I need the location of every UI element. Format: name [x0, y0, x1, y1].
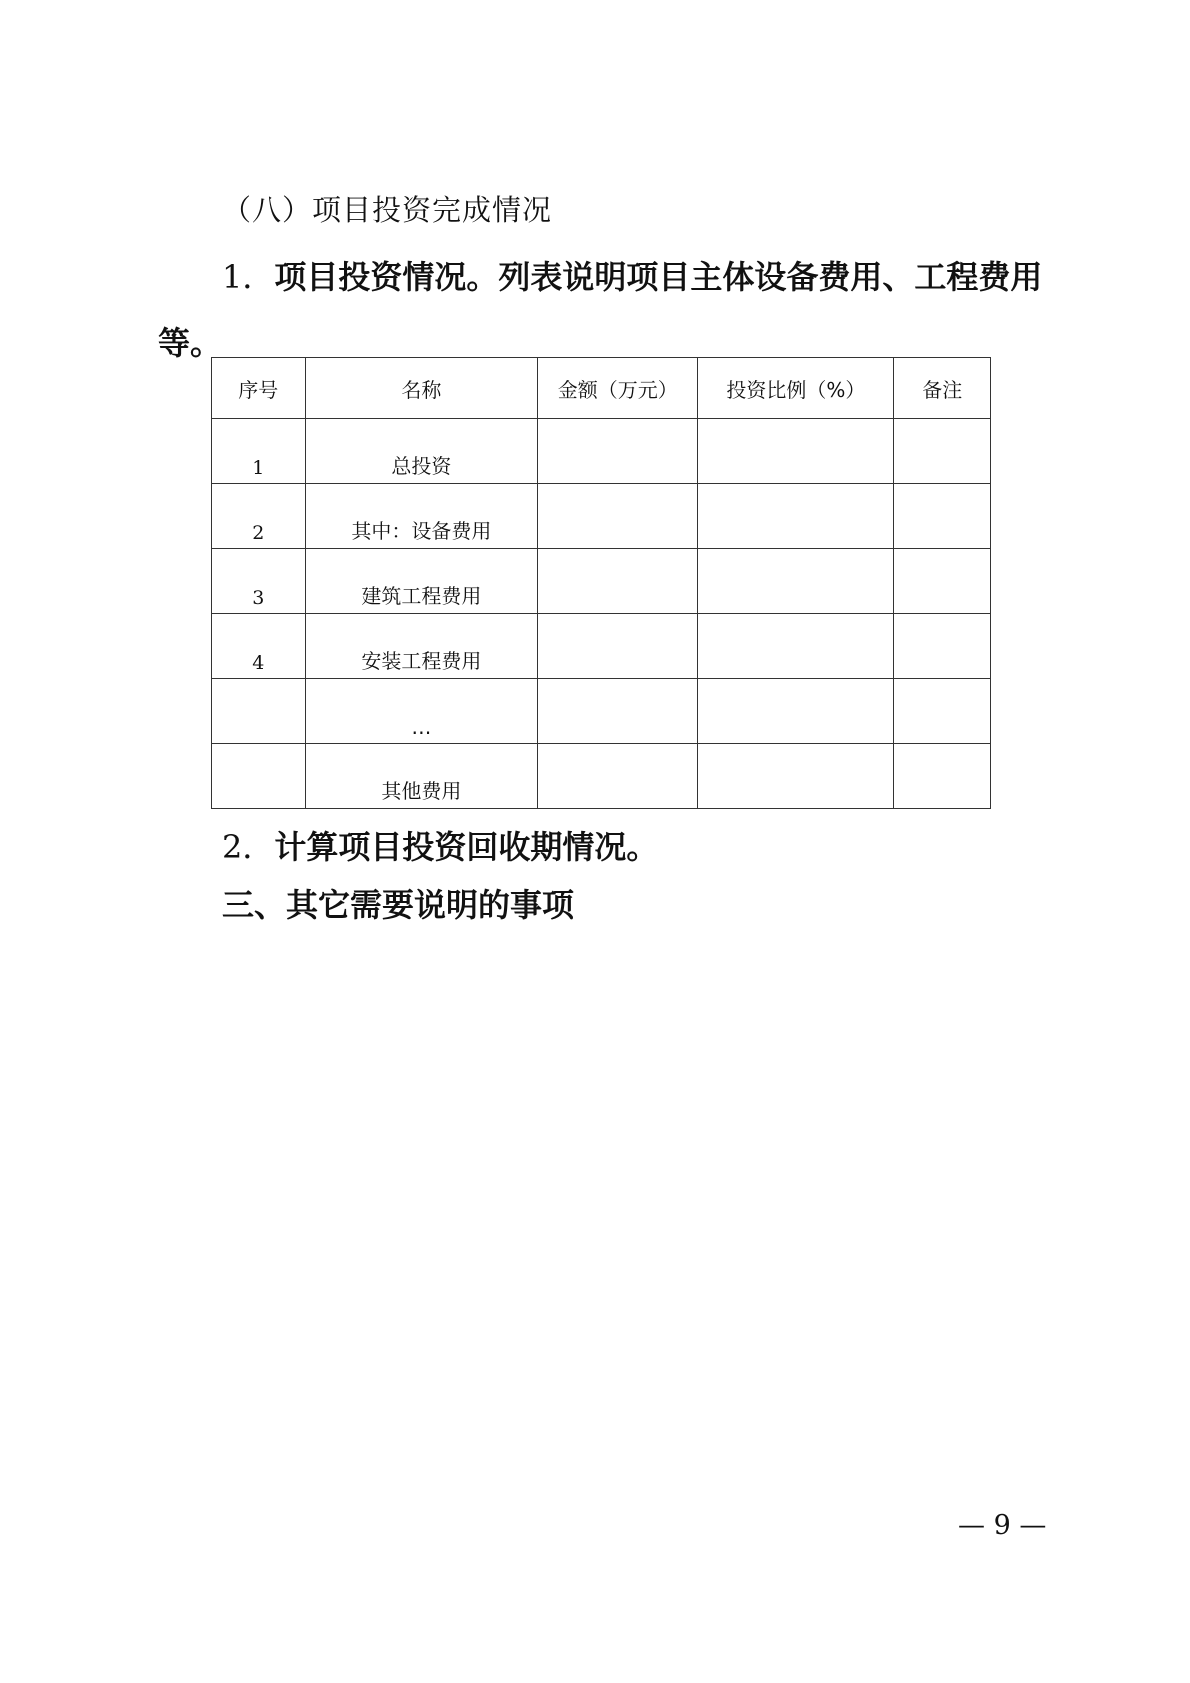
subsection-heading: （八）项目投资完成情况	[222, 193, 553, 227]
cell-amount	[538, 484, 698, 549]
cell-seq	[212, 744, 306, 809]
cell-ratio	[698, 549, 894, 614]
page-number: — 9 —	[958, 1510, 1047, 1541]
cell-note	[894, 744, 991, 809]
cell-amount	[538, 679, 698, 744]
header-ratio: 投资比例（%）	[698, 358, 894, 419]
table-row	[212, 484, 991, 549]
investment-table	[211, 357, 991, 809]
cell-seq: 4	[212, 614, 306, 679]
cell-seq	[212, 679, 306, 744]
cell-note	[894, 484, 991, 549]
section-heading: 三、其它需要说明的事项	[222, 886, 575, 924]
cell-ratio	[698, 744, 894, 809]
header-name: 名称	[305, 358, 538, 419]
cell-ratio	[698, 484, 894, 549]
table-row	[212, 549, 991, 614]
cell-seq: 2	[212, 484, 306, 549]
table-header-row	[212, 358, 991, 419]
header-amount: 金额（万元）	[538, 358, 698, 419]
cell-ratio	[698, 614, 894, 679]
cell-ratio	[698, 419, 894, 484]
cell-seq: 1	[212, 419, 306, 484]
table-row	[212, 744, 991, 809]
cell-name: 建筑工程费用	[305, 549, 538, 614]
cell-seq: 3	[212, 549, 306, 614]
table-row	[212, 419, 991, 484]
cell-amount	[538, 419, 698, 484]
paragraph-payback	[222, 822, 658, 868]
cell-note	[894, 614, 991, 679]
table-row	[212, 679, 991, 744]
paragraph-number: 1．	[222, 258, 275, 296]
paragraph-number: 2．	[222, 828, 275, 866]
cell-amount	[538, 744, 698, 809]
cell-amount	[538, 614, 698, 679]
cell-name: 总投资	[305, 419, 538, 484]
header-seq: 序号	[212, 358, 306, 419]
paragraph-text: 项目投资情况。列表说明项目主体设备费用、工程费用等。	[158, 258, 1043, 362]
paragraph-text: 计算项目投资回收期情况。	[274, 828, 659, 866]
table-row	[212, 614, 991, 679]
cell-note	[894, 419, 991, 484]
cell-name: 安装工程费用	[305, 614, 538, 679]
cell-name: 其中：设备费用	[305, 484, 538, 549]
cell-amount	[538, 549, 698, 614]
cell-ratio	[698, 679, 894, 744]
cell-note	[894, 549, 991, 614]
header-note: 备注	[894, 358, 991, 419]
cell-note	[894, 679, 991, 744]
cell-name: …	[305, 679, 538, 744]
cell-name: 其他费用	[305, 744, 538, 809]
